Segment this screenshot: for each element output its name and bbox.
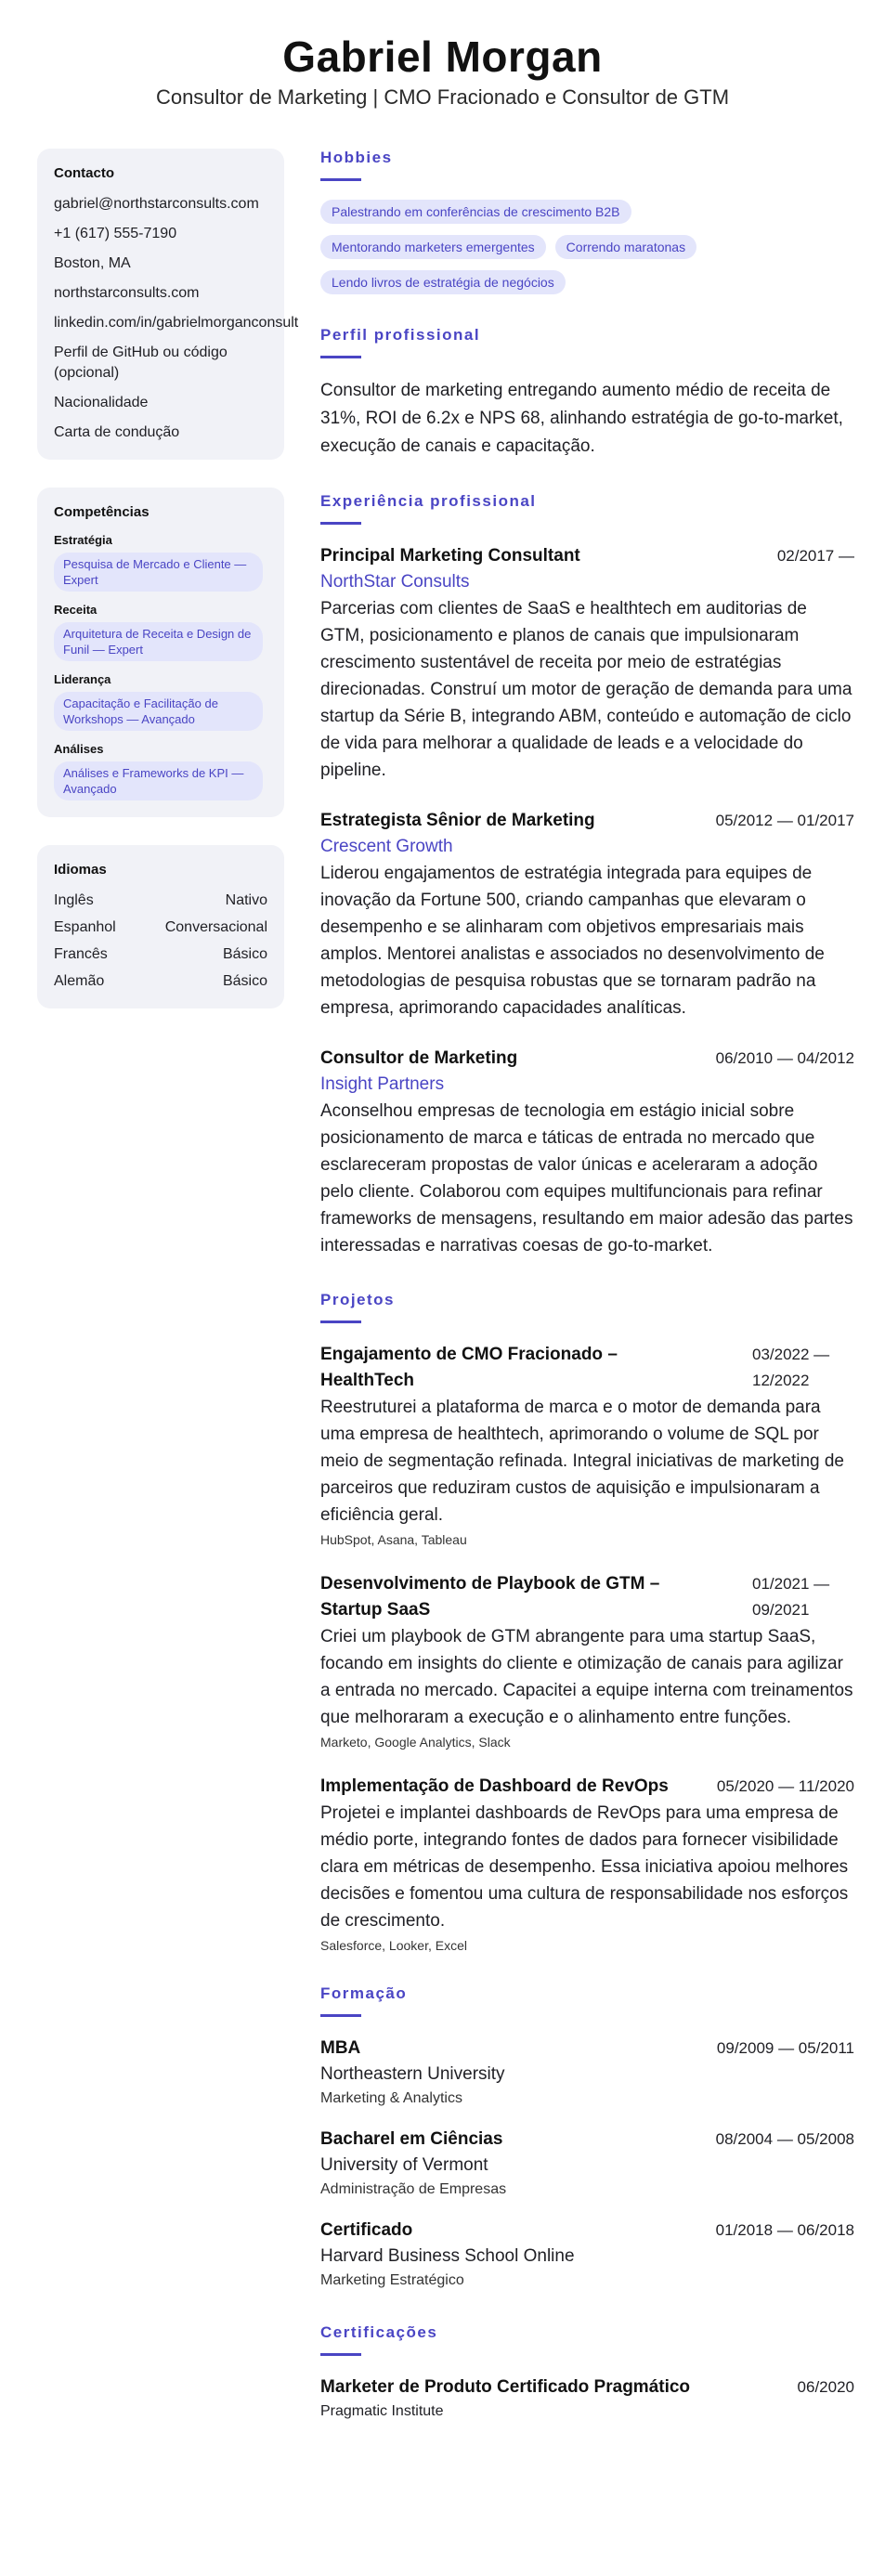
project-description: Projetei e implantei dashboards de RevOps para uma empresa de médio porte, integrando fontes de dados para fornecer visibilidade clara em métricas de desempenho. Essa iniciativa apoiou melhores decisões e fomentou uma cultura de responsabilidade nos esforços de crescimento.	[320, 1803, 849, 1931]
project-dates: 01/2021 — 09/2021	[752, 1575, 830, 1619]
language-name: Francês	[54, 946, 108, 962]
contact-location: Boston, MA	[54, 255, 131, 271]
certification-name: Marketer de Produto Certificado Pragmático	[320, 2377, 691, 2397]
project-entry	[320, 1342, 854, 1547]
company-name: NorthStar Consults	[320, 572, 470, 592]
entry-header	[320, 2127, 854, 2153]
contact-email[interactable]: gabriel@northstarconsults.com	[54, 196, 259, 212]
hobby-chip: Lendo livros de estratégia de negócios	[320, 270, 566, 294]
entry-header	[320, 2218, 854, 2244]
hobby-chip: Correndo maratonas	[555, 235, 696, 259]
project-tools: HubSpot, Asana, Tableau	[320, 1532, 467, 1547]
education-section	[320, 1984, 854, 2292]
degree-name: MBA	[320, 2038, 361, 2058]
skills-title: Competências	[54, 504, 150, 520]
certification-date: 06/2020	[797, 2378, 854, 2396]
education-entry	[320, 2218, 854, 2292]
experience-entry	[320, 1046, 854, 1259]
skill-label: Receita	[54, 603, 98, 617]
skill-chip: Análises e Frameworks de KPI — Avançado	[54, 761, 263, 800]
language-row	[54, 917, 267, 938]
skill-group	[54, 742, 267, 800]
study-field: Marketing & Analytics	[320, 2090, 462, 2106]
certifications-section	[320, 2323, 854, 2423]
resume-header	[0, 0, 885, 110]
languages-title: Idiomas	[54, 862, 107, 878]
skill-group	[54, 672, 267, 731]
language-name: Alemão	[54, 973, 105, 989]
project-dates: 03/2022 — 12/2022	[752, 1346, 830, 1389]
language-level: Conversacional	[164, 919, 267, 935]
skill-label: Estratégia	[54, 533, 112, 547]
section-divider	[320, 2353, 361, 2356]
project-description: Criei um playbook de GTM abrangente para uma startup SaaS, focando em insights do cliente e otimização de canais para agilizar a entrada no mercado. Capacitei a equipe interna com treinamentos que melhoraram a execução e o alinhamento entre funções.	[320, 1627, 853, 1727]
contact-title: Contacto	[54, 165, 114, 181]
entry-header	[320, 808, 854, 834]
entry-header	[320, 1774, 854, 1800]
skill-group	[54, 533, 267, 592]
contact-linkedin[interactable]: linkedin.com/in/gabrielmorganconsult	[54, 315, 299, 331]
skill-label: Liderança	[54, 672, 111, 686]
experience-entry	[320, 543, 854, 784]
project-entry	[320, 1571, 854, 1750]
entry-header	[320, 1046, 854, 1072]
hobby-chip: Palestrando em conferências de crescimento B2B	[320, 200, 631, 224]
profile-section	[320, 326, 854, 461]
certification-entry	[320, 2374, 854, 2423]
study-field: Administração de Empresas	[320, 2181, 507, 2197]
hobby-list	[320, 200, 854, 294]
job-dates: 02/2017 —	[776, 547, 854, 565]
person-headline: Consultor de Marketing | CMO Fracionado e Consultor de GTM	[155, 85, 730, 109]
skill-label: Análises	[54, 742, 104, 756]
contact-card	[37, 149, 299, 460]
contact-github: Perfil de GitHub ou código (opcional)	[54, 345, 228, 381]
section-title: Certificações	[320, 2323, 438, 2341]
school-name: Harvard Business School Online	[320, 2246, 575, 2266]
project-description: Reestruturei a plataforma de marca e o motor de demanda para uma empresa de healthtech, aprimorando o volume de SQL por meio de segmentação refinada. Integral iniciativas de marketing de parceiros que reduziram custos de aquisição e impulsionaram a eficiência geral.	[320, 1398, 844, 1525]
project-name: Desenvolvimento de Playbook de GTM – Startup SaaS	[320, 1574, 660, 1620]
language-level: Básico	[222, 946, 267, 962]
job-description: Aconselhou empresas de tecnologia em estágio inicial sobre posicionamento de marca e táticas de entrada no mercado que esclareceram propostas de valor únicas e aceleraram a adoção pelo cliente. Colaborou com equipes multifuncionais para refinar frameworks de mensagens, resultando em maior adesão das partes interessadas e narrativas coesas de go-to-market.	[320, 1101, 853, 1255]
hobby-chip: Mentorando marketers emergentes	[320, 235, 546, 259]
person-name: Gabriel Morgan	[282, 33, 603, 81]
entry-header	[320, 1571, 854, 1623]
job-dates: 05/2012 — 01/2017	[715, 812, 854, 829]
language-row	[54, 971, 267, 992]
contact-phone[interactable]: +1 (617) 555-7190	[54, 226, 177, 241]
job-title: Estrategista Sênior de Marketing	[320, 811, 595, 830]
company-name: Crescent Growth	[320, 837, 453, 856]
section-title: Formação	[320, 1984, 408, 2002]
sidebar	[37, 149, 299, 1036]
language-name: Inglês	[54, 892, 94, 908]
language-level: Básico	[222, 973, 267, 989]
section-divider	[320, 356, 361, 358]
entry-header	[320, 543, 854, 569]
section-title: Hobbies	[320, 149, 393, 166]
contact-license: Carta de condução	[54, 424, 180, 440]
project-tools: Salesforce, Looker, Excel	[320, 1938, 467, 1953]
skills-card	[37, 488, 284, 817]
project-tools: Marketo, Google Analytics, Slack	[320, 1735, 511, 1750]
job-description: Parcerias com clientes de SaaS e healthtech em auditorias de GTM, posicionamento e planos de canais que impulsionaram crescimento sustentável de receita por meio de estratégias direcionadas. Construí um motor de geração de demanda para uma startup da Série B, integrando ABM, conteúdo e automação de ciclo de vida para melhorar a qualidade de leads e a velocidade do pipeline.	[320, 599, 852, 780]
certification-issuer: Pragmatic Institute	[320, 2403, 444, 2419]
company-name: Insight Partners	[320, 1074, 445, 1094]
education-dates: 08/2004 — 05/2008	[715, 2130, 854, 2148]
section-divider	[320, 522, 361, 525]
job-title: Consultor de Marketing	[320, 1048, 518, 1068]
entry-header	[320, 1342, 854, 1394]
contact-nationality: Nacionalidade	[54, 395, 149, 410]
experience-section	[320, 492, 854, 1259]
project-dates: 05/2020 — 11/2020	[716, 1777, 854, 1795]
project-name: Engajamento de CMO Fracionado – HealthTech	[320, 1345, 618, 1390]
contact-website[interactable]: northstarconsults.com	[54, 285, 200, 301]
entry-header	[320, 2374, 854, 2400]
study-field: Marketing Estratégico	[320, 2272, 464, 2288]
language-name: Espanhol	[54, 919, 116, 935]
degree-name: Certificado	[320, 2220, 413, 2240]
skill-chip: Arquitetura de Receita e Design de Funil — Expert	[54, 622, 263, 661]
entry-header	[320, 2036, 854, 2062]
hobbies-section	[320, 149, 854, 294]
school-name: Northeastern University	[320, 2064, 505, 2084]
language-level: Nativo	[225, 892, 267, 908]
education-entry	[320, 2127, 854, 2201]
section-title: Projetos	[320, 1291, 396, 1308]
project-name: Implementação de Dashboard de RevOps	[320, 1776, 669, 1796]
section-divider	[320, 178, 361, 181]
education-entry	[320, 2036, 854, 2110]
job-description: Liderou engajamentos de estratégia integrada para equipes de inovação da Fortune 500, criando campanhas que elevaram o desempenho e se alinharam com objetivos empresariais mais amplos. Mentorei analistas e associados no desenvolvimento de metodologias de pesquisa robustas que se tornaram padrão na empresa, aprimorando capacidades analíticas.	[320, 864, 825, 1018]
language-row	[54, 891, 267, 911]
education-dates: 09/2009 — 05/2011	[716, 2039, 854, 2057]
profile-summary: Consultor de marketing entregando aumento médio de receita de 31%, ROI de 6.2x e NPS 68, alinhando estratégia de go-to-market, execução de canais e capacitação.	[320, 381, 843, 456]
degree-name: Bacharel em Ciências	[320, 2129, 503, 2149]
main-column	[320, 149, 854, 2454]
language-row	[54, 944, 267, 965]
section-title: Experiência profissional	[320, 492, 537, 510]
skill-chip: Pesquisa de Mercado e Cliente — Expert	[54, 553, 263, 592]
section-divider	[320, 1321, 361, 1323]
section-divider	[320, 2014, 361, 2017]
skill-chip: Capacitação e Facilitação de Workshops — Avançado	[54, 692, 263, 731]
project-entry	[320, 1774, 854, 1953]
job-dates: 06/2010 — 04/2012	[715, 1049, 854, 1067]
job-title: Principal Marketing Consultant	[320, 546, 580, 566]
projects-section	[320, 1291, 854, 1953]
languages-card	[37, 845, 284, 1008]
school-name: University of Vermont	[320, 2155, 488, 2175]
experience-entry	[320, 808, 854, 1021]
education-dates: 01/2018 — 06/2018	[715, 2221, 854, 2239]
skill-group	[54, 603, 267, 661]
section-title: Perfil profissional	[320, 326, 481, 344]
